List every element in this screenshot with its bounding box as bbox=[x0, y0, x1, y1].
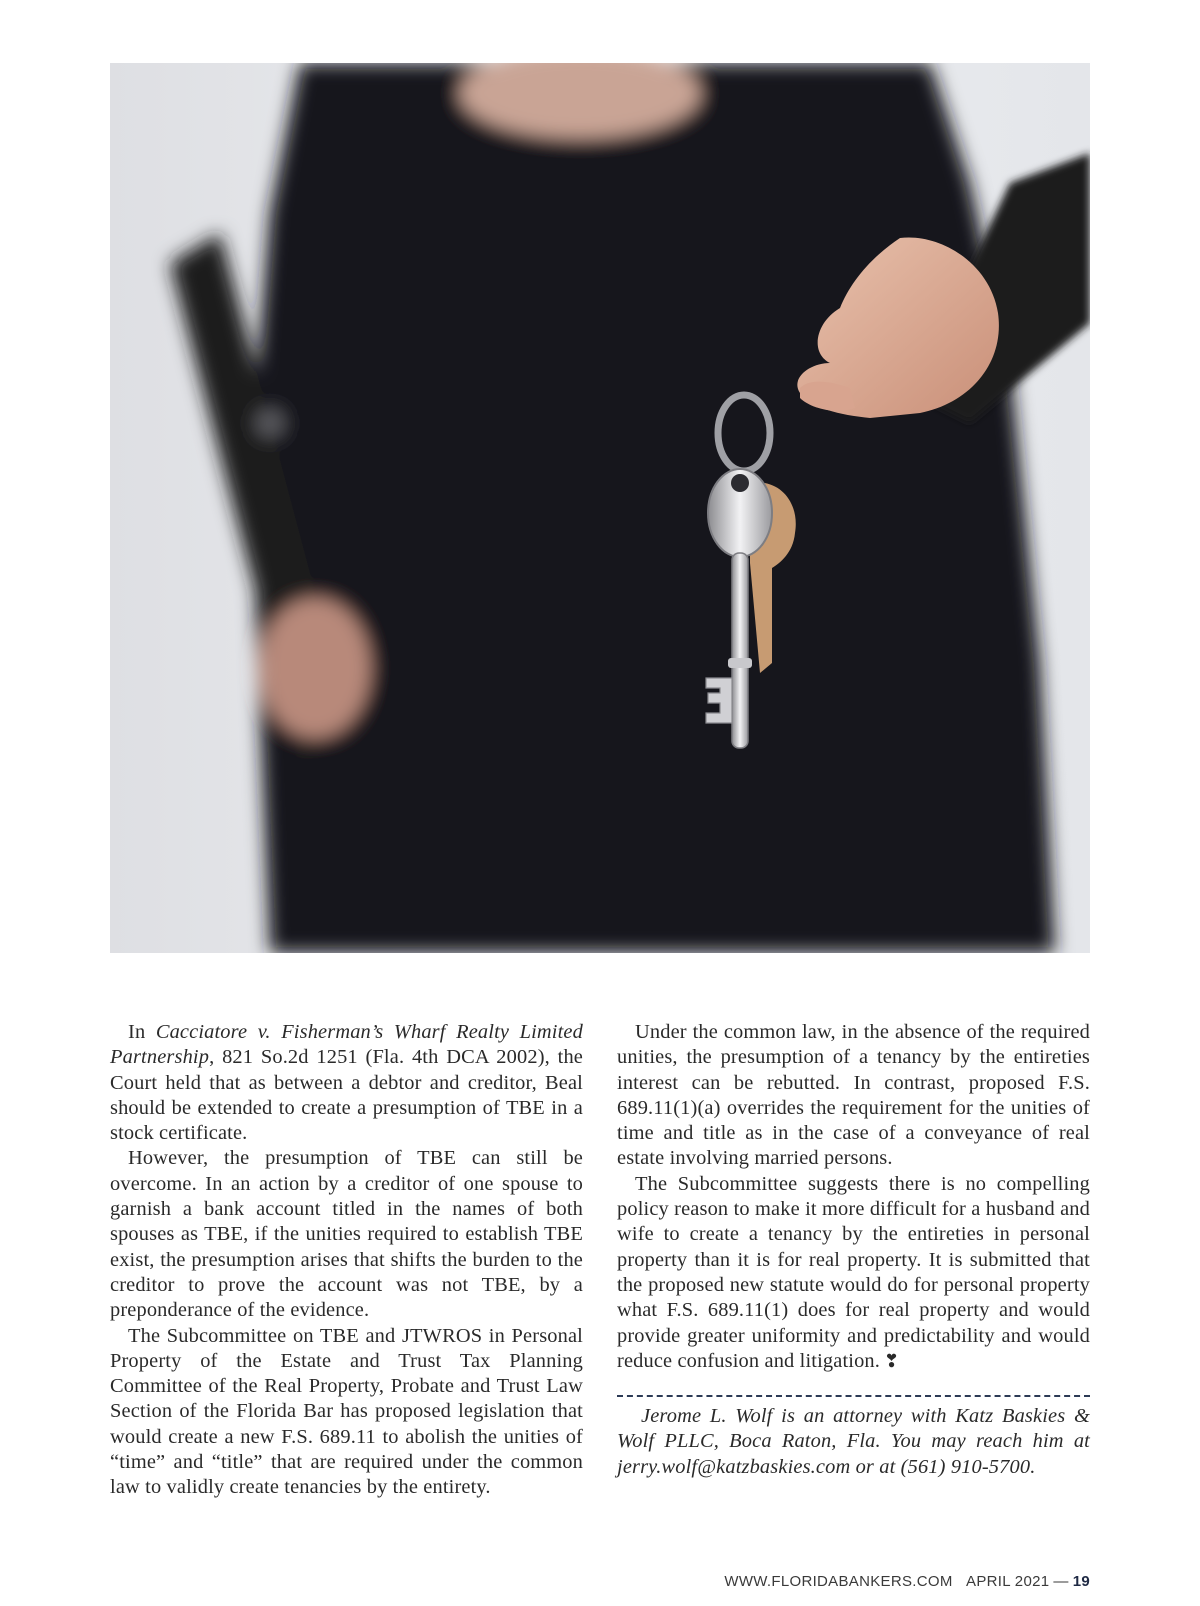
right-column bbox=[617, 1020, 1090, 1480]
paragraph-common-law: Under the common law, in the absence of the required unities, the presumption of a tenancy by the entireties interest can be rebutted. In contrast, proposed F.S. 689.11(1)(a) overrides the requirement for the unities of time and title as in the case of a conveyance of real estate involving married persons. bbox=[617, 1021, 1090, 1170]
paragraph-conclusion bbox=[617, 1172, 1090, 1374]
page-footer bbox=[724, 1573, 1090, 1590]
author-bio-text: Jerome L. Wolf is an attorney with Katz Baskies & Wolf PLLC, Boca Raton, Fla. You may reach him at jerry.wolf@katzbaskies.com or at (561) 910-5700. bbox=[617, 1405, 1090, 1478]
person-holding-keys-photo bbox=[110, 63, 1090, 953]
footer-site: WWW.FLORIDABANKERS.COM bbox=[724, 1573, 953, 1590]
conclusion-text: The Subcommittee suggests there is no compelling policy reason to make it more difficult for a husband and wife to create a tenancy by the entireties in personal property than it is for real property. It is submitted that the proposed new statute would do for personal property what F.S. 689.11(1) does for real property and would provide greater uniformity and predictability and would reduce confusion and litigation. bbox=[617, 1172, 1090, 1372]
paragraph-rest: , 821 So.2d 1251 (Fla. 4th DCA 2002), the Court held that as between a debtor and creditor, Beal should be extended to create a presumption of TBE in a stock certificate. bbox=[110, 1046, 583, 1145]
left-column bbox=[110, 1020, 583, 1501]
end-mark-icon: ❣ bbox=[884, 1350, 900, 1372]
article-photo bbox=[110, 63, 1090, 953]
paragraph-subcommittee: The Subcommittee on TBE and JTWROS in Personal Property of the Estate and Trust Tax Planning Committee of the Real Property, Probate and Trust Law Section of the Florida Bar has proposed legislation that would create a new F.S. 689.11 to abolish the unities of “time” and “title” that are required under the common law to validly create tenancies by the entirety. bbox=[110, 1324, 583, 1499]
author-bio bbox=[617, 1404, 1090, 1480]
paragraph-lead: In bbox=[128, 1021, 156, 1043]
paragraph-case-citation bbox=[110, 1020, 583, 1146]
page-number: 19 bbox=[1072, 1573, 1090, 1590]
footer-issue: APRIL 2021 bbox=[966, 1573, 1050, 1590]
paragraph-presumption: However, the presumption of TBE can still be overcome. In an action by a creditor of one spouse to garnish a bank account titled in the names of both spouses as TBE, if the unities required to establish TBE exist, the presumption arises that shifts the burden to the creditor to prove the account was not TBE, by a preponderance of the evidence. bbox=[110, 1147, 583, 1322]
dashed-divider bbox=[617, 1395, 1090, 1397]
footer-dash: — bbox=[1053, 1573, 1069, 1590]
case-name: Cacciatore v. Fisherman’s Wharf Realty Limited Partnership bbox=[110, 1021, 583, 1069]
